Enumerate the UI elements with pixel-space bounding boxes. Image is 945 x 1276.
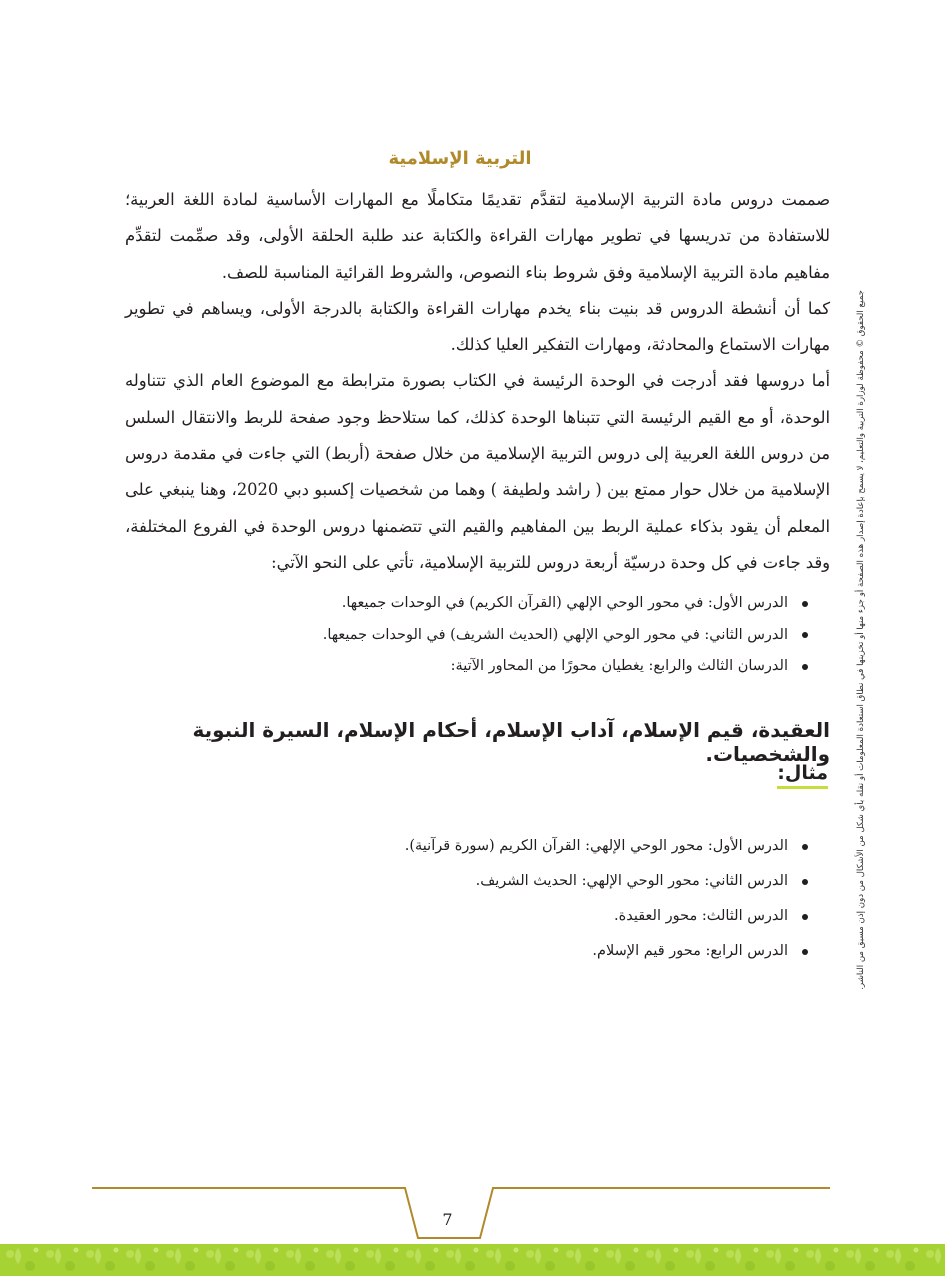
bullet-icon bbox=[802, 879, 808, 885]
domains-heading: العقيدة، قيم الإسلام، آداب الإسلام، أحكام الإسلام، السيرة النبوية والشخصيات. bbox=[192, 718, 830, 766]
list-item bbox=[125, 934, 810, 969]
copyright-notice: جميع الحقوق © محفوظة لوزارة التربية والتعليم، لا يسمح بإعادة إصدار هذه الصفحة أو جزء منها أو تخزينها في نطاق استعادة المعلومات أو نقله بأي شكل من الأشكال من دون إذن مسبق من الناشر. bbox=[856, 290, 866, 990]
list-item bbox=[125, 588, 810, 620]
list-item-text: الدرس الأول: محور الوحي الإلهي: القرآن الكريم (سورة قرآنية). bbox=[404, 838, 788, 854]
list-item-text: الدرس الثاني: في محور الوحي الإلهي (الحديث الشريف) في الوحدات جميعها. bbox=[322, 626, 788, 643]
example-label: مثال: bbox=[777, 762, 828, 789]
bullet-icon bbox=[802, 632, 808, 638]
bullet-icon bbox=[802, 914, 808, 920]
list-item-text: الدرسان الثالث والرابع: يغطيان محورًا من المحاور الآتية: bbox=[450, 658, 788, 674]
page-number: 7 bbox=[442, 1210, 453, 1229]
intro-text bbox=[125, 182, 830, 581]
intro-paragraph: أما دروسها فقد أدرجت في الوحدة الرئيسة في الكتاب بصورة مترابطة مع الموضوع العام الذي تتناوله الوحدة، أو مع القيم الرئيسة التي تتبناها الوحدة كذلك، كما ستلاحظ وجود صفحة للربط والانتقال السلس من دروس اللغة العربية إلى دروس التربية الإسلامية من خلال صفحة (أربط) التي جاءت في مقدمة دروس الإسلامية من خلال حوار ممتع بين ( راشد ولطيفة ) وهما من شخصيات إكسبو دبي 2020، وهنا ينبغي على المعلم أن يقود بذكاء عملية الربط بين المفاهيم والقيم التي تتضمنها دروس الوحدة في الفروع المختلفة، وقد جاءت في كل وحدة درسيّة أربعة دروس للتربية الإسلامية، تأتي على النحو الآتي: bbox=[125, 371, 830, 572]
list-item bbox=[125, 651, 810, 683]
list-item bbox=[125, 620, 810, 652]
lessons-list bbox=[125, 588, 810, 683]
list-item-text: الدرس الثالث: محور العقيدة. bbox=[614, 908, 788, 924]
list-item-text: الدرس الرابع: محور قيم الإسلام. bbox=[592, 943, 788, 959]
band-pattern-icon bbox=[0, 1244, 945, 1276]
bullet-icon bbox=[802, 664, 808, 670]
decorative-band bbox=[0, 1244, 945, 1276]
list-item-text: الدرس الثاني: محور الوحي الإلهي: الحديث الشريف. bbox=[475, 873, 788, 889]
example-list bbox=[125, 829, 810, 969]
bullet-icon bbox=[802, 949, 808, 955]
intro-paragraph: صممت دروس مادة التربية الإسلامية لتقدَّم تقديمًا متكاملًا مع المهارات الأساسية لمادة اللغة العربية؛ للاستفادة من تدريسها في تطوير مهارات القراءة والكتابة عند طلبة الحلقة الأولى، وقد صمِّمت لتقدِّم مفاهيم مادة التربية الإسلامية وفق شروط بناء النصوص، والشروط القرائية المناسبة للصف. bbox=[125, 190, 830, 282]
list-item-text: الدرس الأول: في محور الوحي الإلهي (القرآن الكريم) في الوحدات جميعها. bbox=[341, 595, 788, 611]
list-item bbox=[125, 864, 810, 899]
bullet-icon bbox=[802, 601, 808, 607]
list-item bbox=[125, 829, 810, 864]
page-title: التربية الإسلامية bbox=[388, 148, 532, 169]
list-item bbox=[125, 899, 810, 934]
intro-paragraph: كما أن أنشطة الدروس قد بنيت بناء يخدم مهارات القراءة والكتابة بالدرجة الأولى، ويساهم في تطوير مهارات الاستماع والمحادثة، ومهارات التفكير العليا كذلك. bbox=[125, 298, 830, 355]
bullet-icon bbox=[802, 844, 808, 850]
